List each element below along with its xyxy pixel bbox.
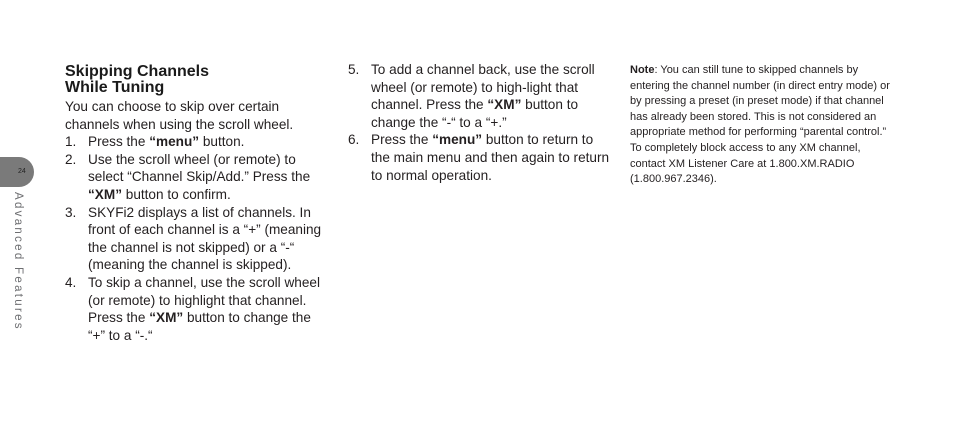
step-number: 5.	[348, 62, 360, 77]
section-side-label: Advanced Features	[12, 192, 24, 331]
step-number: 1.	[65, 134, 77, 150]
steps-list-1	[65, 133, 327, 344]
step-number: 3.	[65, 204, 77, 220]
step-text: SKYFi2 displays a list of channels. In front of each channel is a “+” (meaning the channel is not skipped) or a “-“ (meaning the channel is skipped).	[88, 204, 322, 273]
page-tab	[0, 157, 34, 187]
step-3	[65, 204, 327, 274]
steps-list-2	[348, 61, 610, 184]
column-1	[65, 64, 327, 344]
step-text: button to return to the main menu and then again to return to normal operation.	[371, 132, 610, 183]
step-text: button to change the “+” to a “-.“	[88, 310, 311, 343]
column-2	[348, 61, 610, 184]
step-2	[65, 151, 327, 204]
step-key: “menu”	[149, 134, 200, 150]
step-text: Use the scroll wheel (or remote) to select “Channel Skip/Add.” Press the	[88, 151, 311, 185]
heading-line-1: Skipping Channels	[65, 63, 210, 80]
step-text: To add a channel back, use the scroll wheel (or remote) to high-light that channel. Press the	[371, 62, 595, 113]
column-3	[630, 63, 892, 188]
step-text: button to confirm.	[121, 186, 231, 202]
step-number: 4.	[65, 274, 77, 290]
note-paragraph	[630, 63, 892, 188]
note-text: : You can still tune to skipped channels by entering the channel number (in direct entry mode) or by pressing a preset (in preset mode) if that channel has already been stored. This is not considered an appropriate method for performing “parental control.” To completely block access to any XM channel, contact XM Listener Care at 1.800.XM.RADIO (1.800.967.2346).	[630, 64, 890, 186]
heading-line-2: While Tuning	[65, 79, 165, 96]
step-number: 6.	[348, 132, 360, 148]
section-heading	[65, 64, 327, 96]
step-key: “XM”	[149, 310, 184, 326]
step-text: button to change the “-“ to a “+.”	[371, 97, 579, 130]
step-text: Press the	[88, 134, 150, 150]
step-key: “menu”	[432, 132, 483, 148]
step-4	[65, 274, 327, 344]
note-label: Note	[630, 64, 655, 76]
step-text: To skip a channel, use the scroll wheel (or remote) to highlight that channel. Press the	[88, 274, 320, 326]
page-number: 24	[18, 168, 26, 175]
step-key: “XM”	[88, 186, 122, 202]
step-1	[65, 133, 327, 151]
step-key: “XM”	[487, 97, 522, 113]
step-6	[348, 131, 610, 184]
step-text: button.	[199, 134, 245, 150]
step-number: 2.	[65, 151, 77, 167]
step-text: Press the	[371, 132, 433, 148]
intro-paragraph: You can choose to skip over certain channels when using the scroll wheel.	[65, 99, 294, 132]
step-5	[348, 61, 610, 131]
